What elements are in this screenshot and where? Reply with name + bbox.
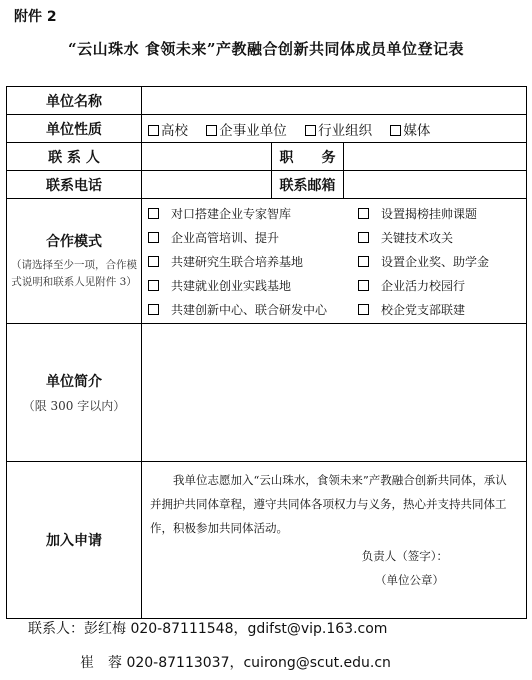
checkbox-icon[interactable] — [358, 232, 369, 243]
phone-field[interactable] — [142, 171, 272, 199]
intro-label-cell — [7, 324, 142, 462]
contact-field[interactable] — [142, 143, 272, 171]
unit-type-label: 单位性质 — [7, 115, 142, 143]
intro-field[interactable] — [142, 324, 527, 462]
seal-line: （单位公章） — [375, 573, 445, 587]
checkbox-icon[interactable] — [390, 125, 401, 136]
contact-line-1: 联系人：彭红梅 020-87111548，gdifst@vip.163.com — [28, 621, 388, 637]
intro-note: （限 300 字以内） — [22, 399, 126, 413]
coop-mode-options — [142, 199, 527, 324]
checkbox-icon[interactable] — [358, 280, 369, 291]
unit-type-option[interactable]: 高校 — [148, 119, 188, 139]
intro-label: 单位简介 — [46, 374, 102, 390]
coop-mode-option[interactable]: 共建就业创业实践基地 — [148, 277, 358, 294]
unit-type-options — [142, 115, 527, 143]
row-contact — [7, 143, 527, 171]
unit-name-field[interactable] — [142, 87, 527, 115]
coop-label: 合作模式 — [46, 234, 102, 250]
coop-mode-option[interactable]: 关键技术攻关 — [358, 229, 528, 246]
email-label: 联系邮箱 — [272, 171, 344, 199]
checkbox-icon[interactable] — [358, 256, 369, 267]
coop-mode-option[interactable]: 对口搭建企业专家智库 — [148, 205, 358, 222]
checkbox-icon[interactable] — [206, 125, 217, 136]
row-intro — [7, 324, 527, 462]
coop-mode-option[interactable]: 设置企业奖、助学金 — [358, 253, 528, 270]
contact-line-2: 崔 蓉 020-87113037，cuirong@scut.edu.cn — [80, 655, 391, 671]
row-phone — [7, 171, 527, 199]
unit-name-label: 单位名称 — [7, 87, 142, 115]
coop-mode-option[interactable]: 企业活力校园行 — [358, 277, 528, 294]
checkbox-icon[interactable] — [148, 280, 159, 291]
signer-line: 负责人（签字）： — [361, 549, 449, 563]
unit-type-option[interactable]: 行业组织 — [305, 119, 372, 139]
contacts — [28, 612, 391, 680]
checkbox-icon[interactable] — [148, 256, 159, 267]
checkbox-icon[interactable] — [148, 232, 159, 243]
unit-type-option[interactable]: 媒体 — [390, 119, 430, 139]
apply-label: 加入申请 — [7, 462, 142, 619]
position-field[interactable] — [344, 143, 527, 171]
registration-form — [6, 86, 527, 619]
email-field[interactable] — [344, 171, 527, 199]
coop-label-cell — [7, 199, 142, 324]
attachment-label: 附件 2 — [14, 9, 57, 25]
apply-text: 我单位志愿加入“云山珠水，食领未来”产教融合创新共同体，承认并拥护共同体章程，遵守共同体各项权力与义务，热心并支持共同体工作，积极参加共同体活动。 — [150, 473, 507, 535]
checkbox-icon[interactable] — [148, 125, 159, 136]
phone-label: 联系电话 — [7, 171, 142, 199]
coop-mode-option[interactable]: 共建创新中心、联合研发中心 — [148, 301, 358, 318]
coop-mode-option[interactable]: 共建研究生联合培养基地 — [148, 253, 358, 270]
coop-mode-option[interactable]: 校企党支部联建 — [358, 301, 528, 318]
coop-note: （请选择至少一项，合作模式说明和联系人见附件 3） — [11, 259, 137, 288]
position-label: 职 务 — [272, 143, 344, 171]
checkbox-icon[interactable] — [148, 208, 159, 219]
coop-mode-option[interactable]: 设置揭榜挂帅课题 — [358, 205, 528, 222]
contact-label: 联 系 人 — [7, 143, 142, 171]
form-title: “云山珠水 食领未来”产教融合创新共同体成员单位登记表 — [68, 40, 464, 58]
checkbox-icon[interactable] — [358, 304, 369, 315]
apply-cell — [142, 462, 527, 619]
checkbox-icon[interactable] — [358, 208, 369, 219]
row-coop — [7, 199, 527, 324]
row-unit-type — [7, 115, 527, 143]
coop-mode-option[interactable]: 企业高管培训、提升 — [148, 229, 358, 246]
unit-type-option[interactable]: 企事业单位 — [206, 119, 287, 139]
checkbox-icon[interactable] — [305, 125, 316, 136]
checkbox-icon[interactable] — [148, 304, 159, 315]
row-unit-name — [7, 87, 527, 115]
row-apply — [7, 462, 527, 619]
